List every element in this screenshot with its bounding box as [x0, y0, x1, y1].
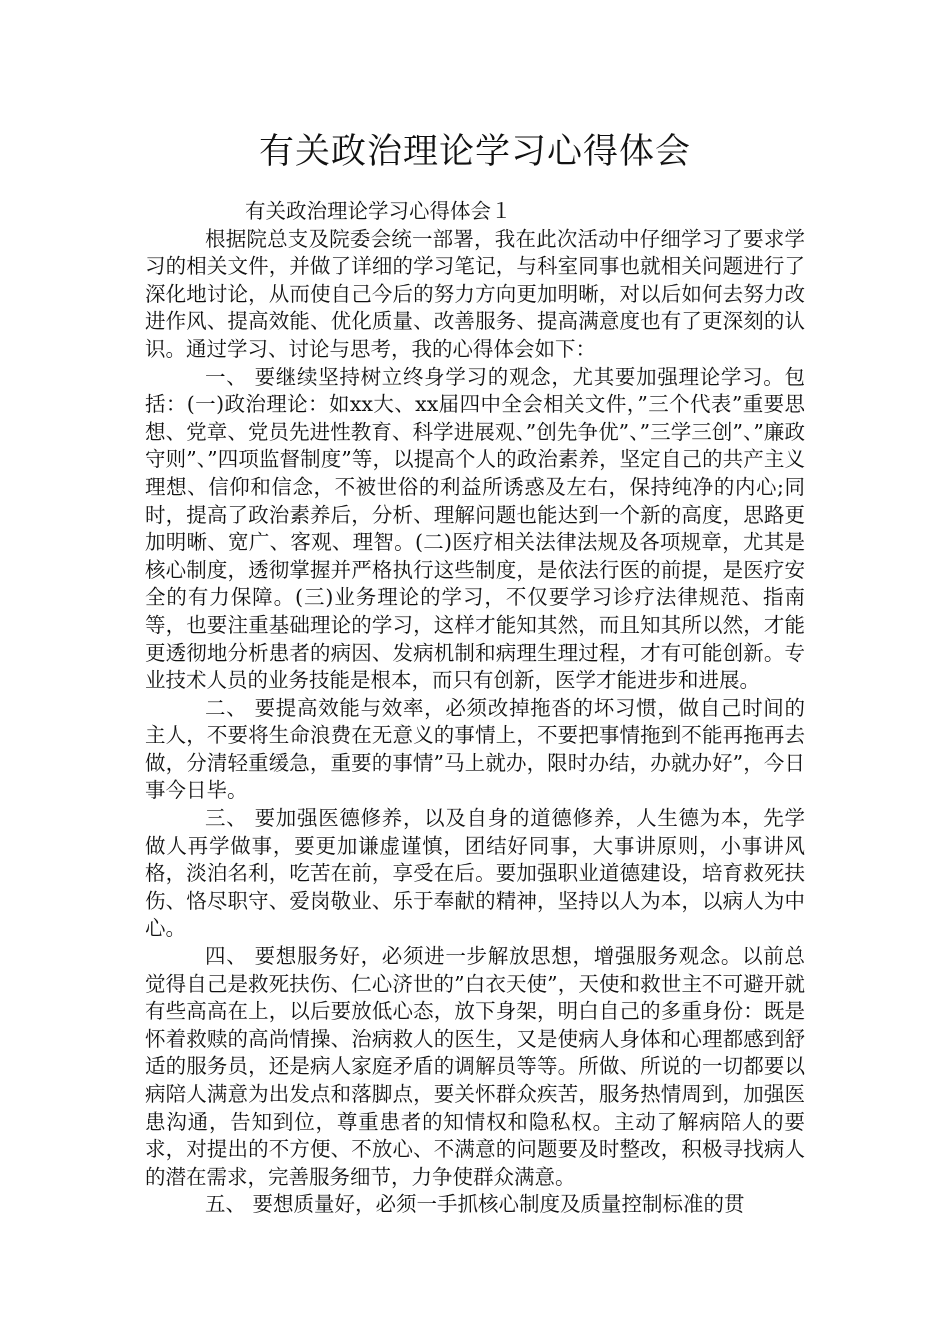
point-two-paragraph: 二、 要提高效能与效率，必须改掉拖沓的坏习惯，做自己时间的主人，不要将生命浪费在无意义的事情上，不要把事情拖到不能再拖再去做，分清轻重缓急，重要的事情”马上就办，限时办结，办就办好”，今日事今日毕。 — [145, 695, 805, 803]
section-subtitle: 有关政治理论学习心得体会１ — [245, 199, 512, 223]
point-one-paragraph: 一、 要继续坚持树立终身学习的观念，尤其要加强理论学习。包括：(一)政治理论：如xx大、xx届四中全会相关文件，”三个代表”重要思想、党章、党员先进性教育、科学进展观、”创先争优”、”三学三创”、”廉政守则”、”四项监督制度”等，以提高个人的政治素养，坚定自己的共产主义理想、信仰和信念，不被世俗的利益所诱惑及左右，保持纯净的内心;同时，提高了政治素养后，分析、理解问题也能达到一个新的高度，思路更加明晰、宽广、客观、理智。(二)医疗相关法律法规及各项规章，尤其是核心制度，透彻掌握并严格执行这些制度，是依法行医的前提，是医疗安全的有力保障。(三)业务理论的学习，不仅要学习诊疗法律规范、指南等，也要注重基础理论的学习，这样才能知其然，而且知其所以然，才能更透彻地分析患者的病因、发病机制和病理生理过程，才有可能创新。专业技术人员的业务技能是根本，而只有创新，医学才能进步和进展。 — [145, 364, 805, 693]
document-body — [145, 198, 805, 1219]
document-title: 有关政治理论学习心得体会 — [258, 132, 691, 172]
point-three-paragraph: 三、 要加强医德修养，以及自身的道德修养，人生德为本，先学做人再学做事，要更加谦虚谨慎，团结好同事，大事讲原则，小事讲风格，淡泊名利，吃苦在前，享受在后。要加强职业道德建设，培育救死扶伤、恪尽职守、爱岗敬业、乐于奉献的精神，坚持以人为本，以病人为中心。 — [145, 806, 805, 941]
point-five-paragraph: 五、 要想质量好，必须一手抓核心制度及质量控制标准的贯 — [205, 1192, 745, 1217]
intro-paragraph: 根据院总支及院委会统一部署，我在此次活动中仔细学习了要求学习的相关文件，并做了详细的学习笔记，与科室同事也就相关问题进行了深化地讨论，从而使自己今后的努力方向更加明晰，对以后如何去努力改进作风、提高效能、优化质量、改善服务、提高满意度也有了更深刻的认识。通过学习、讨论与思考，我的心得体会如下： — [145, 226, 805, 361]
point-four-paragraph: 四、 要想服务好，必须进一步解放思想，增强服务观念。以前总觉得自己是救死扶伤、仁心济世的”白衣天使”，天使和救世主不可避开就有些高高在上，以后要放低心态，放下身架，明白自己的多重身份：既是怀着救赎的高尚情操、治病救人的医生，又是使病人身体和心理都感到舒适的服务员，还是病人家庭矛盾的调解员等等。所做、所说的一切都要以病陪人满意为出发点和落脚点，要关怀群众疾苦，服务热情周到，加强医患沟通，告知到位，尊重患者的知情权和隐私权。主动了解病陪人的要求，对提出的不方便、不放心、不满意的问题要及时整改，积极寻找病人的潜在需求，完善服务细节，力争使群众满意。 — [145, 944, 805, 1189]
